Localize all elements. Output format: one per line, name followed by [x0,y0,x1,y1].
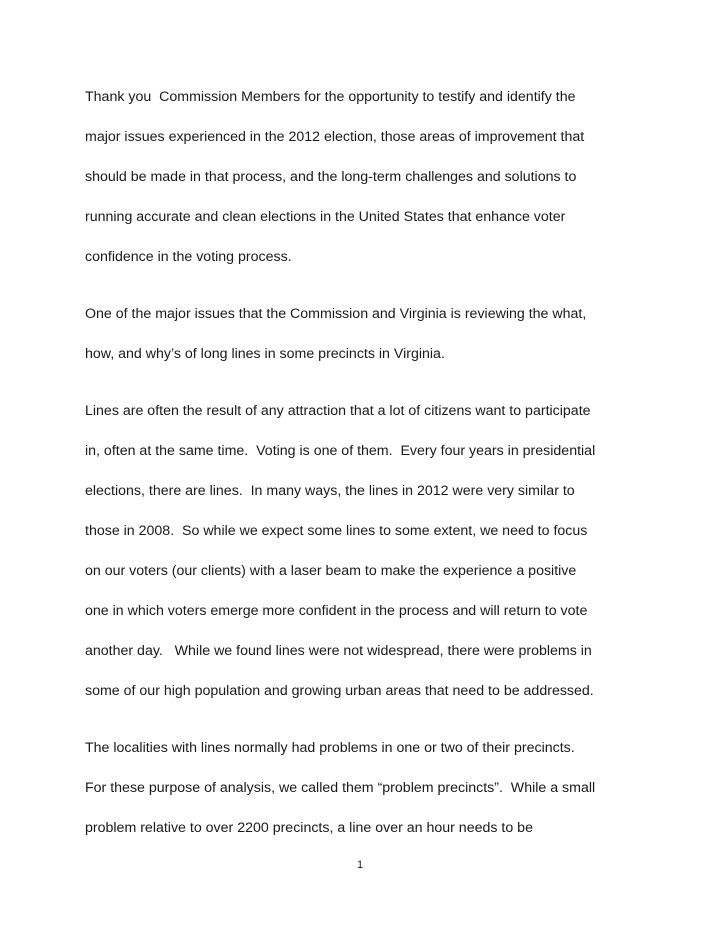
paragraph-1-line-5: confidence in the voting process. [85,249,292,265]
paragraph-1-line-1: Thank you Commission Members for the opportunity to testify and identify the [85,89,576,105]
paragraph-3-line-8: some of our high population and growing urban areas that need to be addressed. [85,683,594,699]
paragraph-4-line-2: For these purpose of analysis, we called them “problem precincts”. While a small [85,780,596,796]
paragraph-1-line-3: should be made in that process, and the long-term challenges and solutions to [85,169,577,185]
paragraph-4-line-1: The localities with lines normally had problems in one or two of their precincts. [85,740,575,756]
paragraph-1-line-2: major issues experienced in the 2012 election, those areas of improvement that [85,129,585,145]
paragraph-3-line-2: in, often at the same time. Voting is one of them. Every four years in presidential [85,443,596,459]
page-number: 1 [356,859,364,871]
paragraph-3-line-4: those in 2008. So while we expect some lines to some extent, we need to focus [85,523,588,539]
paragraph-3-line-1: Lines are often the result of any attraction that a lot of citizens want to participate [85,403,591,419]
paragraph-3-line-6: one in which voters emerge more confident in the process and will return to vote [85,603,588,619]
paragraph-3-line-3: elections, there are lines. In many ways, the lines in 2012 were very similar to [85,483,575,499]
paragraph-1-line-4: running accurate and clean elections in the United States that enhance voter [85,209,566,225]
paragraph-4-line-3: problem relative to over 2200 precincts, a line over an hour needs to be [85,820,533,836]
paragraph-3-line-5: on our voters (our clients) with a laser beam to make the experience a positive [85,563,577,579]
paragraph-2-line-2: how, and why’s of long lines in some precincts in Virginia. [85,346,445,362]
paragraph-2-line-1: One of the major issues that the Commission and Virginia is reviewing the what, [85,306,587,322]
paragraph-3-line-7: another day. While we found lines were not widespread, there were problems in [85,643,592,659]
